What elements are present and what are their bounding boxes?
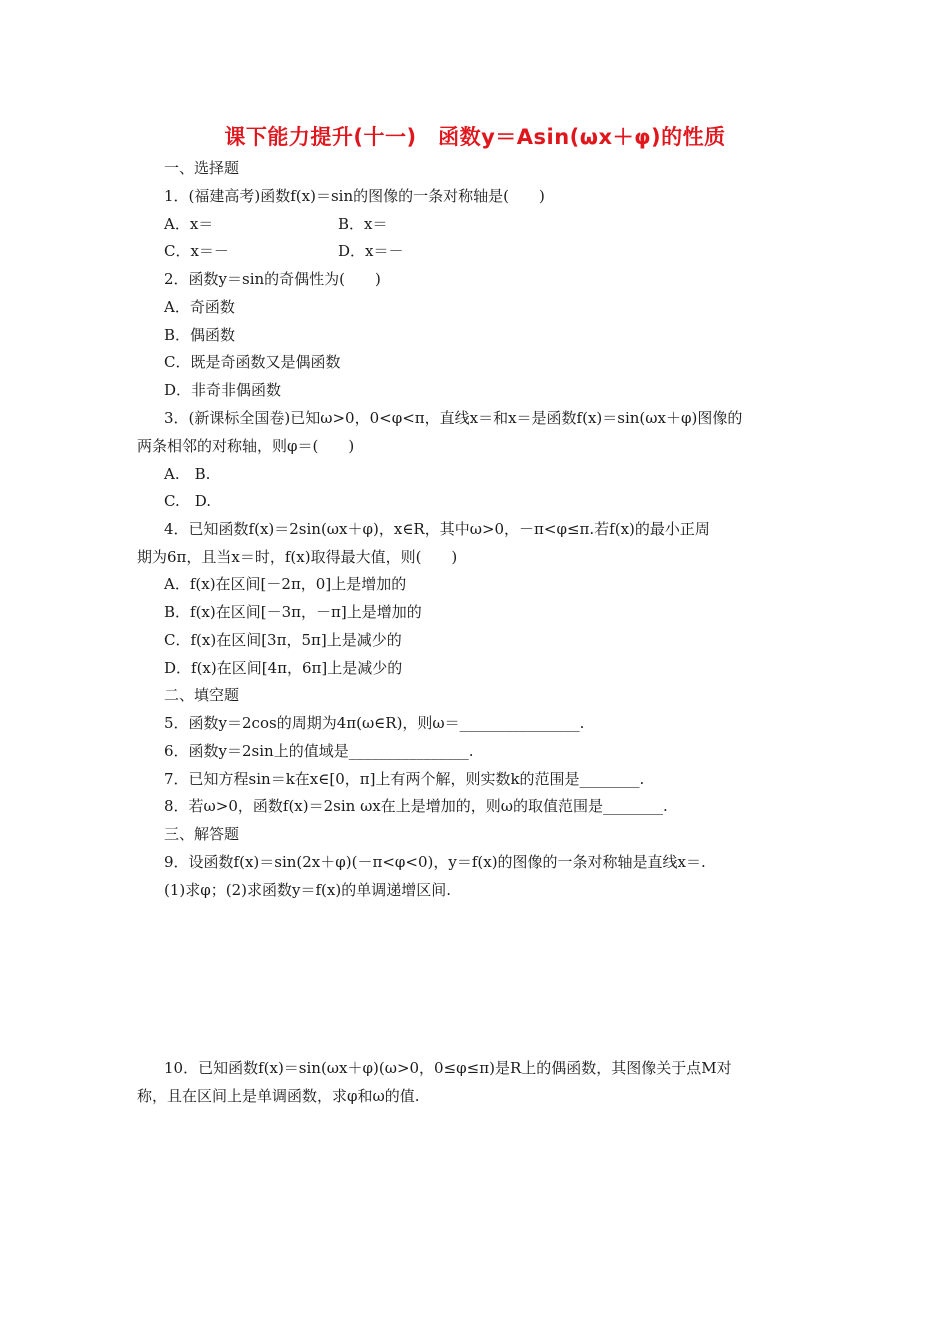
text-line: 一、选择题 [164,159,240,177]
text-line: A．x＝ [164,215,214,233]
text-line: D．x＝－ [338,242,404,260]
text-line: A．奇函数 [164,298,235,316]
text-line: 5．函数y＝2cos的周期为4π(ω∈R)，则ω＝________________. [164,714,585,732]
text-line: (1)求φ；(2)求函数y＝f(x)的单调递增区间. [164,881,451,899]
text-line: 9．设函数f(x)＝sin(2x＋φ)(－π<φ<0)，y＝f(x)的图像的一条对称轴是直线x＝. [164,853,706,871]
text-line: 6．函数y＝2sin上的值域是________________. [164,742,474,760]
text-line: 期为6π，且当x＝时，f(x)取得最大值，则( ) [137,548,458,566]
text-line: 1．(福建高考)函数f(x)＝sin的图像的一条对称轴是( ) [164,187,545,205]
text-line: 三、解答题 [164,825,240,843]
text-line: A. B. [164,465,211,483]
text-line: C. D. [164,492,211,510]
text-line: A．f(x)在区间[－2π，0]上是增加的 [164,575,407,593]
text-line: 称，且在区间上是单调函数，求φ和ω的值. [137,1087,420,1105]
page-title: 课下能力提升(十一) 函数y＝Asin(ωx＋φ)的性质 [224,125,726,149]
text-line: 3．(新课标全国卷)已知ω>0，0<φ<π，直线x＝和x＝是函数f(x)＝sin(ωx＋φ)图像的 [164,409,743,427]
text-line: 两条相邻的对称轴，则φ＝( ) [137,437,355,455]
text-line: 2．函数y＝sin的奇偶性为( ) [164,270,381,288]
text-line: D．f(x)在区间[4π，6π]上是减少的 [164,659,403,677]
text-line: D．非奇非偶函数 [164,381,282,399]
text-line: 8．若ω>0，函数f(x)＝2sin ωx在上是增加的，则ω的取值范围是________. [164,797,668,815]
text-line: 10．已知函数f(x)＝sin(ωx＋φ)(ω>0，0≤φ≤π)是R上的偶函数，其图像关于点M对 [164,1059,732,1077]
text-line: B．偶函数 [164,326,236,344]
text-line: 4．已知函数f(x)＝2sin(ωx＋φ)，x∈R，其中ω>0，－π<φ≤π.若f(x)的最小正周 [164,520,710,538]
text-line: C．f(x)在区间[3π，5π]上是减少的 [164,631,402,649]
text-line: 7．已知方程sin＝k在x∈[0，π]上有两个解，则实数k的范围是________. [164,770,645,788]
text-line: 二、填空题 [164,686,240,704]
text-line: C．既是奇函数又是偶函数 [164,353,341,371]
text-line: B．f(x)在区间[－3π，－π]上是增加的 [164,603,422,621]
text-line: B．x＝ [338,215,388,233]
text-line: C．x＝－ [164,242,229,260]
